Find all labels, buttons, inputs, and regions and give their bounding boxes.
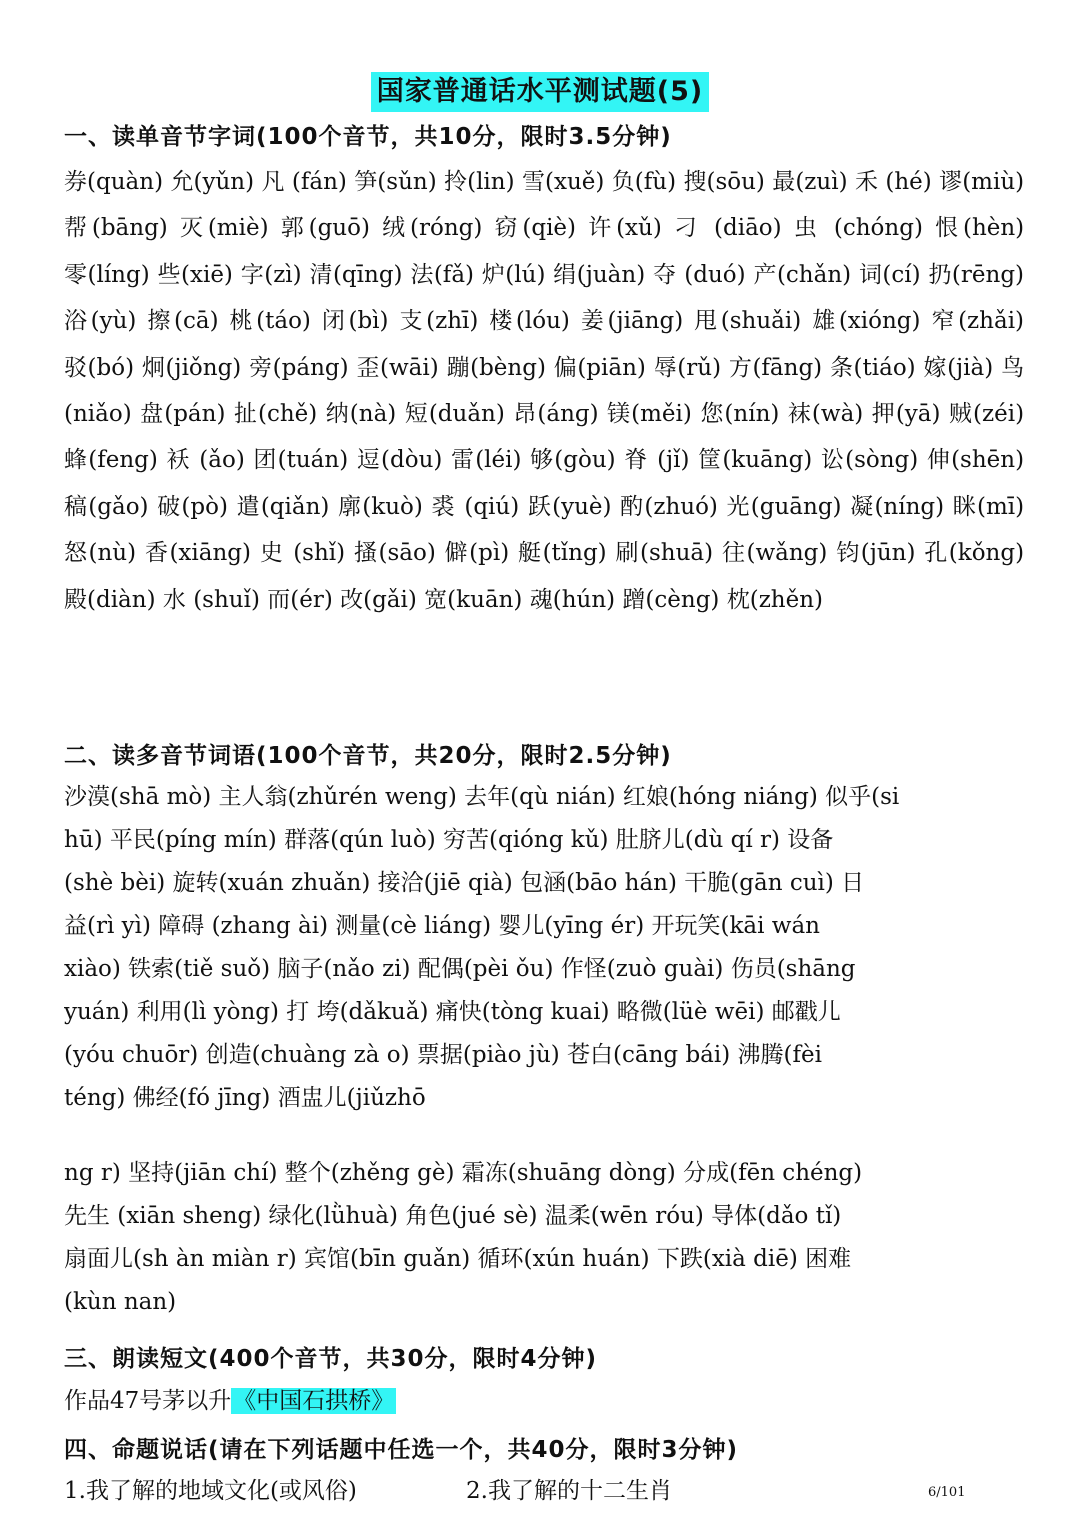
section2-word-list-b bbox=[64, 1152, 1024, 1324]
syllable-item: 扯(chě) bbox=[233, 401, 318, 428]
syllable-item: 史 bbox=[259, 540, 285, 567]
syllable-item: 禾 bbox=[854, 169, 879, 195]
syllable-item: 允(yǔn) bbox=[170, 169, 255, 195]
syllable-item: 遣(qiǎn) bbox=[236, 493, 330, 520]
word-line: hū) 平民(píng mín) 群落(qún luò) 穷苦(qióng kǔ) 肚脐儿(dù qí r) 设备 bbox=[64, 827, 834, 853]
syllable-item: 歪(wāi) bbox=[356, 354, 439, 381]
syllable-item: 镁(měi) bbox=[607, 401, 692, 428]
syllable-item: 窄(zhǎi) bbox=[931, 308, 1025, 335]
syllable-item: 雷(léi) bbox=[450, 447, 522, 474]
topic-2: 2.我了解的十二生肖 bbox=[466, 1478, 672, 1504]
word-line: 益(rì yì) 障碍 (zhang ài) 测量(cè liáng) 婴儿(yīng ér) 开玩笑(kāi wán bbox=[64, 913, 820, 939]
syllable-item: (shǐ) bbox=[293, 540, 346, 567]
word-line: yuán) 利用(lì yòng) 打 垮(dǎkuǎ) 痛快(tòng kuai) 略微(lüè wēi) 邮戳儿 bbox=[64, 999, 841, 1025]
syllable-item: 蹦(bèng) bbox=[446, 354, 546, 381]
syllable-item: 殿(diàn) bbox=[64, 586, 156, 613]
syllable-item: 押(yā) bbox=[871, 401, 941, 428]
syllable-item: 脊 bbox=[624, 447, 649, 474]
word-line: 扇面儿(sh àn miàn r) 宾馆(bīn guǎn) 循环(xún huán) 下跌(xià diē) 困难 bbox=[64, 1246, 852, 1272]
syllable-item: 浴(yù) bbox=[64, 308, 137, 335]
syllable-item: 刁 bbox=[673, 215, 702, 242]
syllable-item: 孔(kǒng) bbox=[924, 540, 1025, 567]
syllable-item: 搜(sōu) bbox=[683, 169, 765, 195]
syllable-item: (hé) bbox=[885, 169, 932, 195]
syllable-item: 水 bbox=[162, 586, 186, 613]
syllable-item: 蹭(cèng) bbox=[622, 586, 720, 613]
syllable-item: 拎(lin) bbox=[444, 169, 515, 195]
syllable-item: (chóng) bbox=[833, 215, 923, 242]
syllable-item: 炯(jiǒng) bbox=[141, 354, 242, 381]
syllable-item: 辱(rǔ) bbox=[653, 354, 722, 381]
syllable-item: 鸟 bbox=[1001, 354, 1025, 381]
syllable-item: 盘(pán) bbox=[140, 401, 226, 428]
syllable-item: 短(duǎn) bbox=[404, 401, 505, 428]
syllable-item: 炉(lú) bbox=[481, 261, 546, 288]
syllable-item: 方(fāng) bbox=[728, 354, 823, 381]
syllable-item: 您(nín) bbox=[700, 401, 780, 428]
syllable-item: 僻(pì) bbox=[444, 540, 510, 567]
syllable-item: 恨(hèn) bbox=[935, 215, 1025, 242]
section3-work bbox=[64, 1382, 1024, 1415]
syllable-item: 怒(nù) bbox=[64, 540, 137, 567]
syllable-item: 酌(zhuó) bbox=[620, 493, 718, 520]
syllable-item: 凝(níng) bbox=[850, 493, 945, 520]
word-line: téng) 佛经(fó jīng) 酒盅儿(jiǔzhō bbox=[64, 1085, 426, 1111]
syllable-item: 字(zì) bbox=[240, 261, 302, 288]
syllable-item: 旁(páng) bbox=[249, 354, 349, 381]
syllable-item: 偏(piān) bbox=[553, 354, 646, 381]
syllable-item: 枕(zhěn) bbox=[726, 586, 824, 613]
syllable-item: 钧(jūn) bbox=[836, 540, 916, 567]
syllable-item: 清(qīng) bbox=[309, 261, 403, 288]
syllable-item: 破(pò) bbox=[157, 493, 228, 520]
syllable-item: 帮(bāng) bbox=[64, 215, 168, 242]
syllable-item: 夺 bbox=[652, 261, 677, 288]
syllable-item: 零(líng) bbox=[64, 261, 150, 288]
syllable-item: 往(wǎng) bbox=[721, 540, 828, 567]
syllable-item: 贼(zéi) bbox=[948, 401, 1025, 428]
section4-heading: 四、命题说话(请在下列话题中任选一个，共40分，限时3分钟) bbox=[64, 1437, 739, 1463]
syllable-item: 条(tiáo) bbox=[830, 354, 916, 381]
syllable-item: 姜(jiāng) bbox=[580, 308, 684, 335]
syllable-item: 许(xǔ) bbox=[588, 215, 662, 242]
syllable-item: (qiú) bbox=[464, 493, 520, 520]
syllable-item: 驳(bó) bbox=[64, 354, 135, 381]
syllable-item: 绢(juàn) bbox=[553, 261, 646, 288]
syllable-item: (fán) bbox=[291, 169, 347, 195]
page-title: 国家普通话水平测试题(5) bbox=[371, 72, 709, 112]
syllable-item: 团(tuán) bbox=[253, 447, 349, 474]
syllable-item: 谬(miù) bbox=[939, 169, 1025, 195]
word-line: (kùn nan) bbox=[64, 1289, 177, 1315]
syllable-item: 最(zuì) bbox=[772, 169, 848, 195]
syllable-item: 眯(mī) bbox=[952, 493, 1025, 520]
syllable-item: 雄(xióng) bbox=[812, 308, 921, 335]
syllable-item: 负(fù) bbox=[611, 169, 677, 195]
syllable-item: 券(quàn) bbox=[64, 169, 164, 195]
section1-syllable-list bbox=[64, 159, 1024, 623]
syllable-item: (diāo) bbox=[714, 215, 782, 242]
syllable-item: 搔(sāo) bbox=[353, 540, 436, 567]
syllable-item: 宽(kuān) bbox=[424, 586, 523, 613]
section3-heading: 三、朗读短文(400个音节，共30分，限时4分钟) bbox=[64, 1346, 598, 1372]
syllable-item: 绒(róng) bbox=[382, 215, 483, 242]
syllable-item: 够(gòu) bbox=[530, 447, 616, 474]
syllable-item: 伸(shēn) bbox=[926, 447, 1025, 474]
syllable-item: 艇(tǐng) bbox=[518, 540, 607, 567]
syllable-item: 虫 bbox=[793, 215, 822, 242]
syllable-item: 刷(shuā) bbox=[615, 540, 714, 567]
syllable-item: 嫁(jià) bbox=[923, 354, 994, 381]
word-line: ng r) 坚持(jiān chí) 整个(zhěng gè) 霜冻(shuāng dòng) 分成(fēn chéng) bbox=[64, 1160, 863, 1186]
syllable-item: 词(cí) bbox=[858, 261, 921, 288]
syllable-item: 光(guāng) bbox=[726, 493, 842, 520]
syllable-item: 扔(rēng) bbox=[928, 261, 1025, 288]
syllable-item: 凡 bbox=[261, 169, 285, 195]
word-line: xiào) 铁索(tiě suǒ) 脑子(nǎo zi) 配偶(pèi ǒu) 作怪(zuò guài) 伤员(shāng bbox=[64, 956, 856, 982]
title-container bbox=[0, 72, 1080, 112]
page-number: 6/101 bbox=[928, 1485, 966, 1500]
topic-1: 1.我了解的地域文化(或风俗) bbox=[64, 1478, 357, 1504]
syllable-item: 袜(wà) bbox=[787, 401, 864, 428]
syllable-item: 闭(bì) bbox=[321, 308, 389, 335]
syllable-item: 袄 bbox=[166, 447, 191, 474]
syllable-item: 楼(lóu) bbox=[489, 308, 570, 335]
syllable-item: 甩(shuǎi) bbox=[694, 308, 802, 335]
syllable-item: 香(xiāng) bbox=[144, 540, 251, 567]
syllable-item: 魂(hún) bbox=[529, 586, 616, 613]
syllable-item: 产(chǎn) bbox=[753, 261, 852, 288]
syllable-item: 些(xiē) bbox=[157, 261, 233, 288]
word-line: (shè bèi) 旋转(xuán zhuǎn) 接洽(jiē qià) 包涵(bāo hán) 干脆(gān cuì) 日 bbox=[64, 870, 865, 896]
syllable-item: 而(ér) bbox=[267, 586, 333, 613]
syllable-item: 法(fǎ) bbox=[410, 261, 474, 288]
word-line: (yóu chuōr) 创造(chuàng zà o) 票据(piào jù) 苍白(cāng bái) 沸腾(fèi bbox=[64, 1042, 822, 1068]
syllable-item: 昂(ánɡ) bbox=[513, 401, 599, 428]
syllable-item: 筐(kuāng) bbox=[698, 447, 813, 474]
word-line: 先生 (xiān sheng) 绿化(lǜhuà) 角色(jué sè) 温柔(wēn róu) 导体(dǎo tǐ) bbox=[64, 1203, 842, 1229]
syllable-item: 支(zhī) bbox=[399, 308, 479, 335]
syllable-item: 改(gǎi) bbox=[340, 586, 417, 613]
section2-heading: 二、读多音节词语(100个音节，共20分，限时2.5分钟) bbox=[64, 743, 672, 769]
syllable-item: 廓(kuò) bbox=[338, 493, 423, 520]
syllable-item: 郭(guō) bbox=[280, 215, 370, 242]
syllable-item: (shuǐ) bbox=[193, 586, 260, 613]
work-title: 《中国石拱桥》 bbox=[233, 1388, 395, 1414]
work-prefix: 作品47号茅以升 bbox=[64, 1388, 232, 1414]
syllable-item: 桃(táo) bbox=[229, 308, 311, 335]
syllable-item: (ǎo) bbox=[199, 447, 245, 474]
section2-word-list-a bbox=[64, 776, 1024, 1120]
syllable-item: 逗(dòu) bbox=[356, 447, 443, 474]
section1-heading: 一、读单音节字词(100个音节，共10分，限时3.5分钟) bbox=[64, 124, 672, 150]
syllable-item: 跃(yuè) bbox=[527, 493, 612, 520]
syllable-item: 裘 bbox=[431, 493, 456, 520]
syllable-item: (niǎo) bbox=[64, 401, 132, 428]
syllable-item: (duó) bbox=[684, 261, 746, 288]
syllable-item: 擦(cā) bbox=[147, 308, 219, 335]
word-line: 沙漠(shā mò) 主人翁(zhǔrén weng) 去年(qù nián) 红娘(hóng niáng) 似乎(si bbox=[64, 784, 900, 810]
syllable-item: 灭(miè) bbox=[179, 215, 269, 242]
syllable-item: 纳(nà) bbox=[325, 401, 397, 428]
syllable-item: 笋(sǔn) bbox=[354, 169, 437, 195]
syllable-item: 稿(gǎo) bbox=[64, 493, 149, 520]
syllable-item: 窃(qiè) bbox=[494, 215, 577, 242]
syllable-item: (jǐ) bbox=[657, 447, 690, 474]
syllable-item: 雪(xuě) bbox=[521, 169, 605, 195]
syllable-item: 讼(sòng) bbox=[820, 447, 919, 474]
syllable-item: 蜂(feng) bbox=[64, 447, 158, 474]
